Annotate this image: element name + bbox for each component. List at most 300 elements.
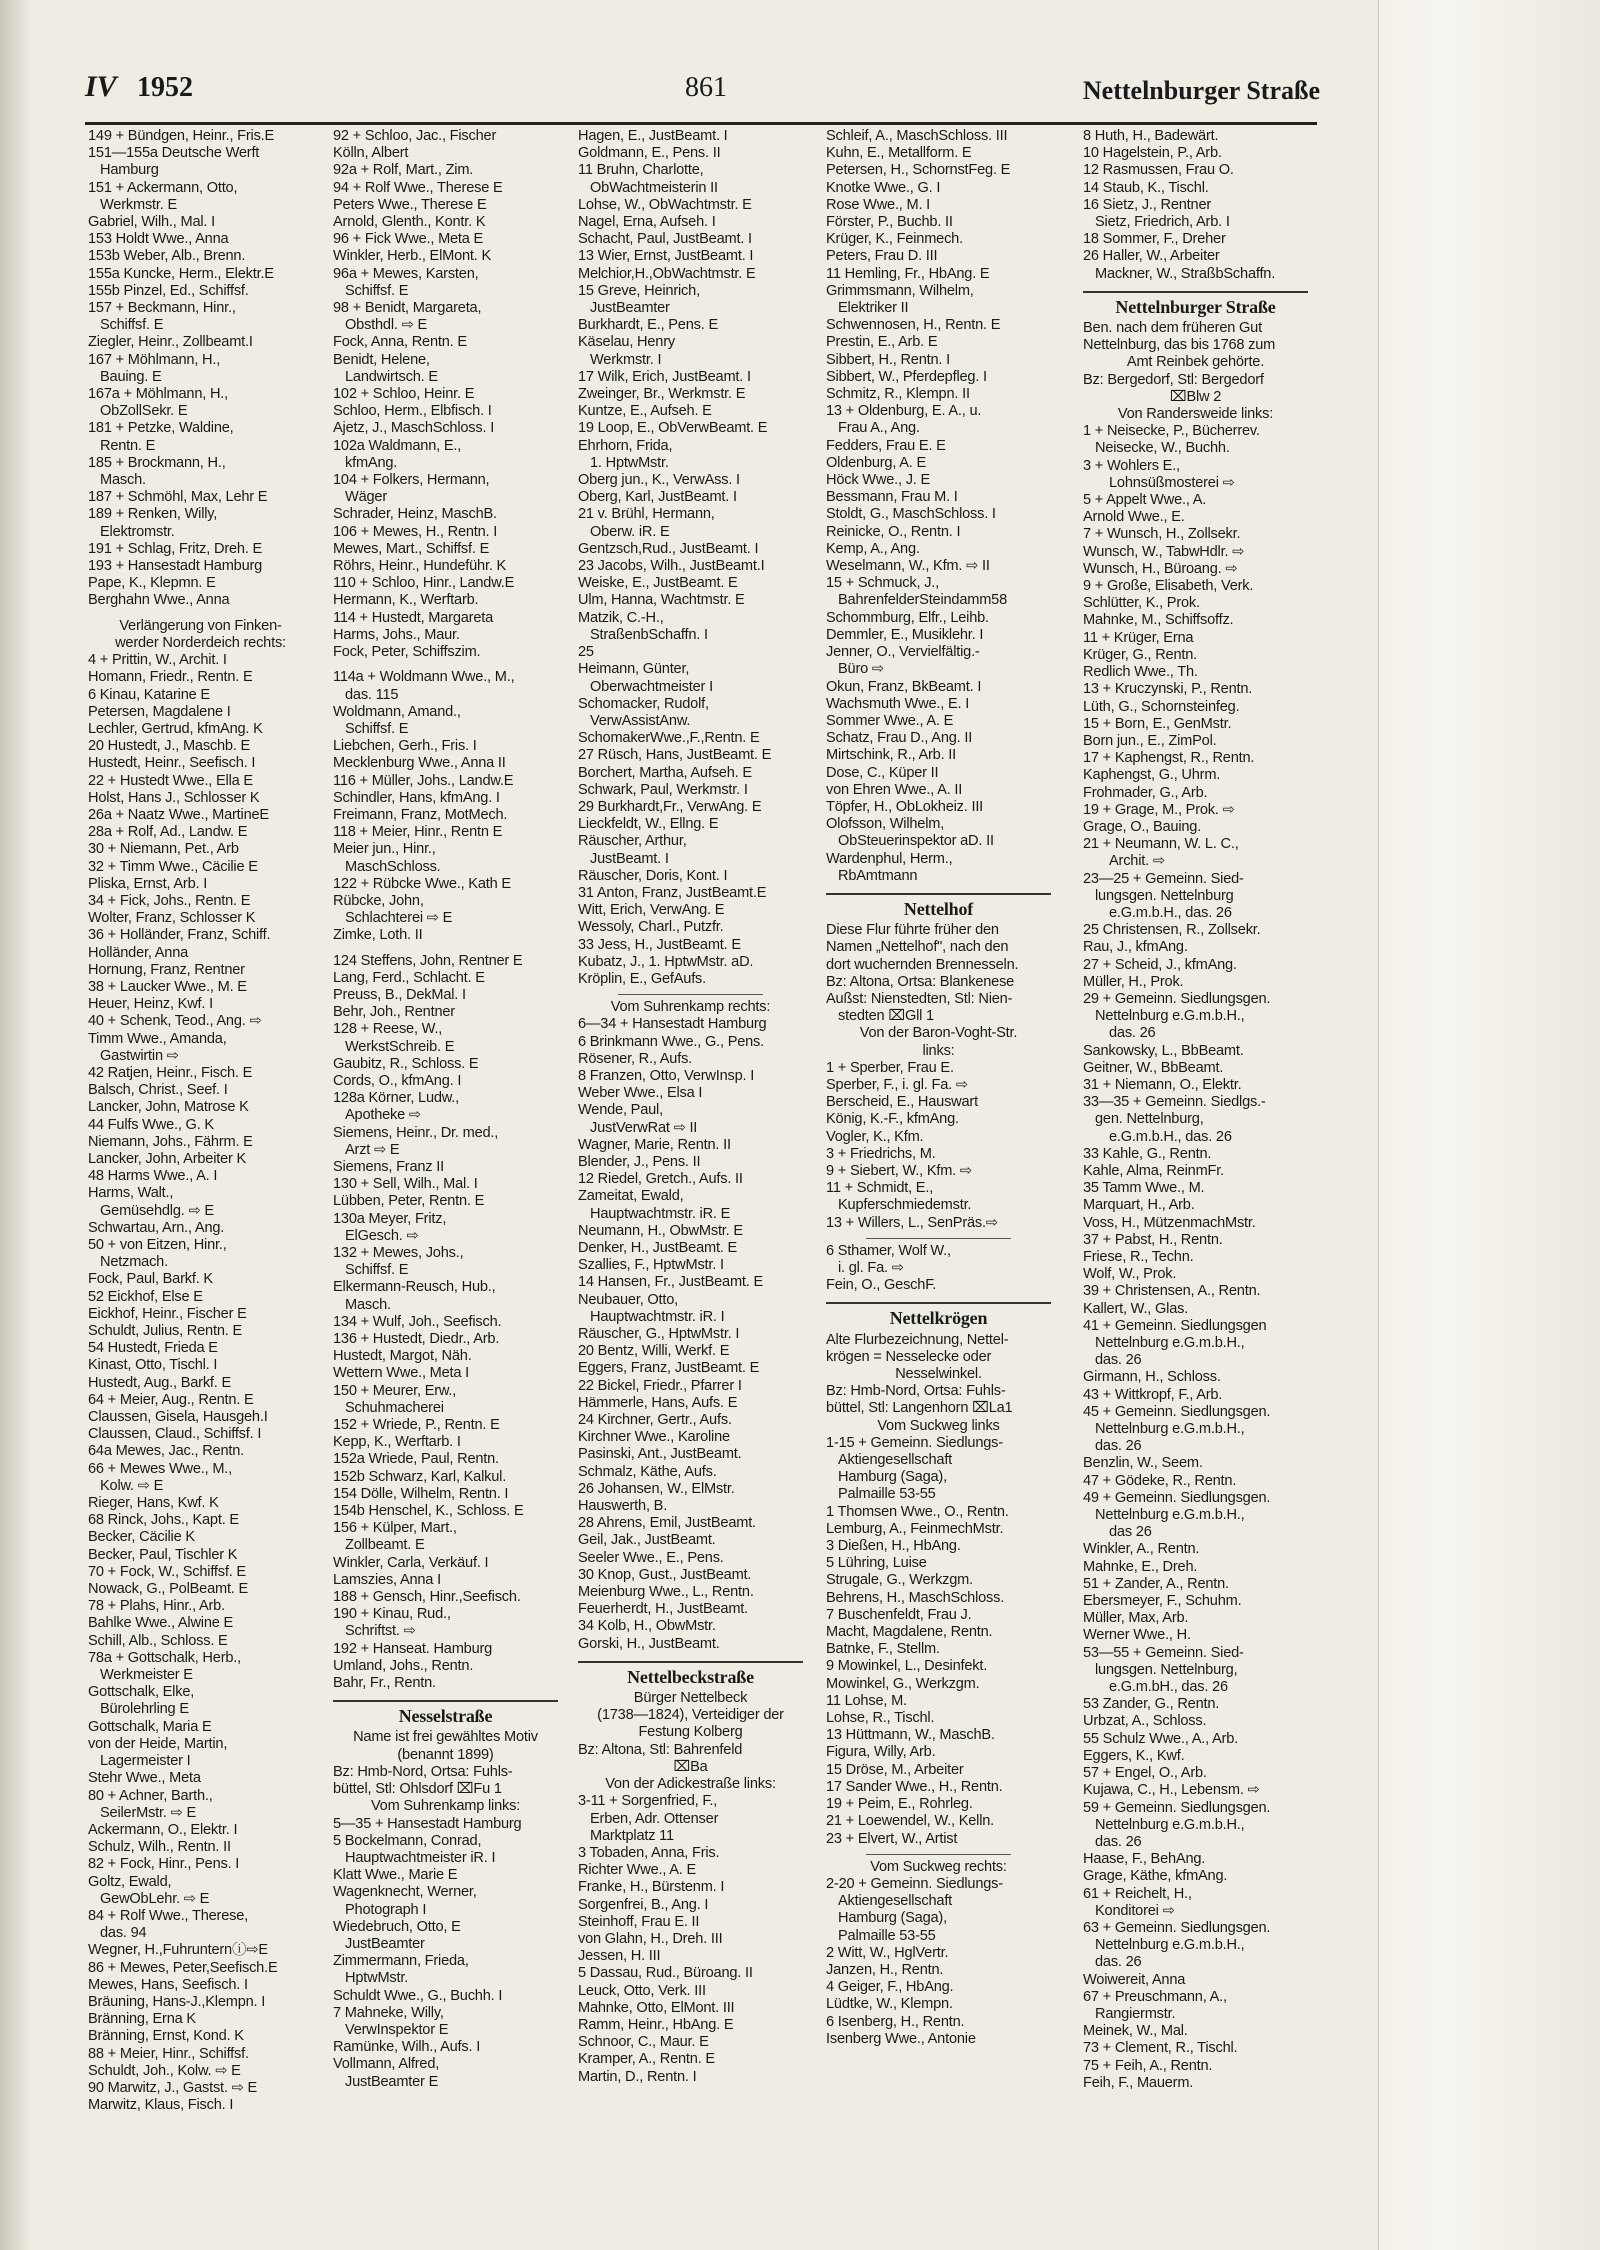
directory-entry: Ziegler, Heinr., Zollbeamt.I — [88, 334, 253, 351]
directory-entry: 156 + Külper, Mart., — [333, 1520, 457, 1537]
directory-entry: VerwAssistAnw. — [590, 712, 691, 729]
directory-entry: 188 + Gensch, Hinr.,Seefisch. — [333, 1589, 521, 1606]
directory-entry: 12 Rasmussen, Frau O. — [1083, 162, 1234, 179]
directory-entry: Meienburg Wwe., L., Rentn. — [578, 1584, 754, 1601]
section-divider — [866, 1238, 1011, 1239]
directory-entry: Schnoor, C., Maur. E — [578, 2034, 709, 2051]
directory-entry: 34 Kolb, H., ObwMstr. — [578, 1618, 716, 1635]
directory-entry: Elkermann-Reusch, Hub., — [333, 1279, 496, 1296]
directory-entry: Bauing. E — [100, 368, 162, 385]
directory-entry: ⌧Blw 2 — [1169, 388, 1222, 405]
directory-entry: Freimann, Franz, MotMech. — [333, 806, 508, 823]
directory-entry: Palmaille 53-55 — [838, 1927, 936, 1944]
directory-entry: Hermann, K., Werftarb. — [333, 592, 479, 609]
directory-entry: Berscheid, E., Hauswart — [826, 1094, 978, 1111]
directory-entry: Rangiermstr. — [1095, 2005, 1176, 2022]
directory-entry: 185 + Brockmann, H., — [88, 454, 226, 471]
directory-entry: Müller, Max, Arb. — [1083, 1610, 1189, 1627]
directory-entry: Petersen, Magdalene I — [88, 703, 231, 720]
directory-entry: Knotke Wwe., G. I — [826, 179, 941, 196]
directory-entry: 9 + Große, Elisabeth, Verk. — [1083, 578, 1254, 595]
directory-entry — [333, 945, 558, 953]
directory-entry: Benzlin, W., Seem. — [1083, 1455, 1203, 1472]
directory-entry: 66 + Mewes Wwe., M., — [88, 1460, 233, 1477]
directory-entry: 27 + Scheid, J., kfmAng. — [1083, 956, 1237, 973]
directory-entry: Kemp, A., Ang. — [826, 540, 920, 557]
directory-entry: Festung Kolberg — [638, 1724, 743, 1741]
directory-entry: Frohmader, G., Arb. — [1083, 784, 1208, 801]
directory-entry: Oldenburg, A. E — [826, 454, 927, 471]
directory-entry: Preuss, B., DekMal. I — [333, 986, 466, 1003]
directory-entry: Feih, F., Mauerm. — [1083, 2074, 1194, 2091]
directory-entry: 102 + Schloo, Heinr. E — [333, 386, 475, 403]
directory-entry: Diese Flur führte früher den — [826, 922, 999, 939]
directory-entry: Namen „Nettelhof", nach den — [826, 939, 1009, 956]
directory-entry: Mackner, W., StraßbSchaffn. — [1095, 265, 1276, 282]
directory-entry: Peters, Frau D. III — [826, 248, 938, 265]
directory-entry: Ben. nach dem früheren Gut — [1083, 320, 1262, 337]
directory-entry: Bürger Nettelbeck — [633, 1690, 748, 1707]
directory-entry: Vom Suhrenkamp rechts: — [610, 999, 771, 1016]
directory-entry: Lohnsüßmosterei ⇨ — [1109, 474, 1235, 491]
directory-entry: 44 Fulfs Wwe., G. K — [88, 1116, 214, 1133]
directory-entry: 1 Thomsen Wwe., O., Rentn. — [826, 1503, 1009, 1520]
directory-entry: Nesselwinkel. — [895, 1366, 982, 1383]
directory-entry: 75 + Feih, A., Rentn. — [1083, 2057, 1213, 2074]
directory-entry: ElGesch. ⇨ — [345, 1227, 419, 1244]
directory-entry: Goltz, Ewald, — [88, 1873, 172, 1890]
directory-entry: JustVerwRat ⇨ II — [590, 1119, 698, 1136]
directory-entry: Rose Wwe., M. I — [826, 196, 931, 213]
directory-entry: 38 + Laucker Wwe., M. E — [88, 978, 247, 995]
directory-entry: 86 + Mewes, Peter,Seefisch.E — [88, 1959, 278, 1976]
directory-entry: Arnold Wwe., E. — [1083, 509, 1185, 526]
directory-entry: Sietz, Friedrich, Arb. I — [1095, 214, 1230, 231]
directory-entry: Wunsch, H., Büroang. ⇨ — [1083, 560, 1238, 577]
directory-entry: 106 + Mewes, H., Rentn. I — [333, 523, 498, 540]
directory-entry: StraßenbSchaffn. I — [590, 626, 708, 643]
directory-entry: Schriftst. ⇨ — [345, 1623, 416, 1640]
directory-entry: 33—35 + Gemeinn. Siedlgs.- — [1083, 1094, 1266, 1111]
directory-entry: Bränning, Ernst, Kond. K — [88, 2028, 244, 2045]
directory-entry: Claussen, Claud., Schiffsf. I — [88, 1426, 262, 1443]
directory-entry: (benannt 1899) — [397, 1746, 494, 1763]
street-heading: Nettelhof — [826, 893, 1051, 918]
directory-entry: Hamburg — [100, 162, 159, 179]
directory-entry: 15 + Schmuck, J., — [826, 575, 939, 592]
directory-entry: 128a Körner, Ludw., — [333, 1090, 460, 1107]
directory-entry: Photograph I — [345, 1901, 427, 1918]
directory-entry: Niemann, Johs., Fährm. E — [88, 1133, 253, 1150]
directory-entry: Winkler, Carla, Verkäuf. I — [333, 1554, 489, 1571]
directory-entry: Mewes, Mart., Schiffsf. E — [333, 540, 490, 557]
directory-entry: 9 Mowinkel, L., Desinfekt. — [826, 1658, 988, 1675]
directory-entry: Pliska, Ernst, Arb. I — [88, 875, 208, 892]
directory-entry: 11 + Krüger, Erna — [1083, 629, 1194, 646]
directory-entry: Sibbert, H., Rentn. I — [826, 351, 950, 368]
directory-entry: 18 Sommer, F., Dreher — [1083, 231, 1226, 248]
directory-entry: Nagel, Erna, Aufseh. I — [578, 214, 716, 231]
directory-entry: Zameitat, Ewald, — [578, 1188, 684, 1205]
directory-entry: 151—155a Deutsche Werft — [88, 145, 260, 162]
directory-entry: 42 Ratjen, Heinr., Fisch. E — [88, 1064, 253, 1081]
directory-entry: JustBeamt. I — [590, 850, 669, 867]
directory-entry: 73 + Clement, R., Tischl. — [1083, 2040, 1238, 2057]
directory-entry: Räuscher, Arthur, — [578, 833, 687, 850]
directory-entry: Hamburg (Saga), — [838, 1469, 947, 1486]
directory-entry: Schrader, Heinz, MaschB. — [333, 506, 497, 523]
directory-entry: Mewes, Hans, Seefisch. I — [88, 1976, 248, 1993]
directory-entry: das. 26 — [1095, 1438, 1142, 1455]
directory-entry: Höck Wwe., J. E — [826, 472, 931, 489]
directory-entry: 150 + Meurer, Erw., — [333, 1382, 457, 1399]
directory-entry: 88 + Meier, Hinr., Schiffsf. — [88, 2045, 249, 2062]
directory-entry: Becker, Paul, Tischler K — [88, 1546, 238, 1563]
directory-entry: 3 Tobaden, Anna, Fris. — [578, 1844, 720, 1861]
directory-entry: Sommer Wwe., A. E — [826, 712, 954, 729]
directory-entry: 154b Henschel, K., Schloss. E — [333, 1503, 524, 1520]
directory-entry: Außst: Nienstedten, Stl: Nien- — [826, 990, 1013, 1007]
directory-entry: 98 + Benidt, Margareta, — [333, 300, 482, 317]
directory-entry: Wolter, Franz, Schlosser K — [88, 910, 256, 927]
directory-entry: Pape, K., Klepmn. E — [88, 575, 216, 592]
directory-entry: 21 + Neumann, W. L. C., — [1083, 836, 1239, 853]
directory-entry: 92 + Schloo, Jac., Fischer — [333, 128, 497, 144]
directory-entry: kfmAng. — [345, 454, 398, 471]
directory-entry: 50 + von Eitzen, Hinr., — [88, 1237, 227, 1253]
directory-entry: ObSteuerinspektor aD. II — [838, 833, 994, 850]
directory-entry: Stoldt, G., MaschSchloss. I — [826, 506, 996, 523]
directory-entry: Räuscher, G., HptwMstr. I — [578, 1326, 740, 1343]
directory-column-4 — [826, 128, 1051, 2048]
directory-entry: 189 + Renken, Willy, — [88, 506, 218, 523]
directory-entry: Denker, H., JustBeamt. E — [578, 1240, 738, 1256]
directory-entry: Peters Wwe., Therese E — [333, 196, 487, 213]
directory-entry: Schuhmacherei — [345, 1399, 444, 1416]
directory-entry: 28 Ahrens, Emil, JustBeamt. — [578, 1515, 756, 1532]
directory-entry: 23 Jacobs, Wilh., JustBeamt.I — [578, 558, 765, 575]
directory-entry: 78a + Gottschalk, Herb., — [88, 1649, 241, 1666]
directory-entry: Gorski, H., JustBeamt. — [578, 1635, 720, 1652]
directory-entry: Olofsson, Wilhelm, — [826, 816, 945, 833]
directory-entry: Arnold, Glenth., Kontr. K — [333, 214, 486, 231]
directory-entry: 152b Schwarz, Karl, Kalkul. — [333, 1468, 507, 1485]
directory-entry: Hämmerle, Hans, Aufs. E — [578, 1394, 738, 1411]
directory-entry: Strugale, G., Werkzgm. — [826, 1572, 973, 1589]
directory-entry: krögen = Nesselecke oder — [826, 1348, 992, 1365]
directory-entry: 37 + Pabst, H., Rentn. — [1083, 1231, 1223, 1248]
directory-entry: 54 Hustedt, Frieda E — [88, 1340, 218, 1357]
binding-shadow — [0, 0, 30, 2250]
directory-entry: Schleif, A., MaschSchloss. III — [826, 128, 1008, 144]
directory-entry: 4 + Prittin, W., Archit. I — [88, 652, 227, 669]
directory-entry: ObZollSekr. E — [100, 403, 188, 420]
directory-entry: WerkstSchreib. E — [345, 1038, 455, 1055]
directory-entry: Hustedt, Margot, Näh. — [333, 1348, 472, 1365]
directory-entry: Schuldt, Joh., Kolw. ⇨ E — [88, 2062, 241, 2079]
directory-entry: Werner Wwe., H. — [1083, 1627, 1191, 1644]
directory-entry: Matzik, C.-H., — [578, 609, 664, 626]
directory-entry: Oberwachtmeister I — [590, 678, 713, 695]
directory-entry: 102a Waldmann, E., — [333, 437, 462, 454]
directory-entry: Claussen, Gisela, Hausgeh.I — [88, 1409, 268, 1426]
directory-entry: 167 + Möhlmann, H., — [88, 351, 221, 368]
directory-entry: Woiwereit, Anna — [1083, 1971, 1186, 1988]
directory-entry: Marwitz, Klaus, Fisch. I — [88, 2097, 234, 2114]
directory-entry: 128 + Reese, W., — [333, 1021, 443, 1038]
directory-entry: Friese, R., Techn. — [1083, 1249, 1194, 1265]
directory-entry: Lamszies, Anna I — [333, 1571, 441, 1588]
directory-entry: Voss, H., MützenmachMstr. — [1083, 1214, 1256, 1231]
directory-entry: Lüdtke, W., Klempn. — [826, 1996, 953, 2013]
directory-entry: 8 Huth, H., Badewärt. — [1083, 128, 1219, 144]
directory-entry: 110 + Schloo, Hinr., Landw.E — [333, 575, 515, 592]
directory-entry: Schloo, Herm., Elbfisch. I — [333, 403, 492, 420]
directory-entry: das. 26 — [1095, 1954, 1142, 1971]
directory-entry: 29 Burkhardt,Fr., VerwAng. E — [578, 798, 762, 815]
directory-entry: Berghahn Wwe., Anna — [88, 592, 230, 609]
directory-entry: 193 + Hansestadt Hamburg — [88, 558, 263, 575]
directory-entry: Nettelnburg e.G.m.b.H., — [1095, 1008, 1245, 1025]
directory-entry: Szallies, F., HptwMstr. I — [578, 1257, 724, 1274]
directory-entry: Wolf, W., Prok. — [1083, 1266, 1177, 1283]
directory-entry: Reinicke, O., Rentn. I — [826, 523, 961, 540]
directory-entry: Wettern Wwe., Meta I — [333, 1365, 470, 1382]
directory-entry: Schiffsf. E — [345, 282, 409, 299]
directory-entry: Wardenphul, Herm., — [826, 850, 953, 867]
directory-entry: Sankowsky, L., BbBeamt. — [1083, 1042, 1244, 1059]
directory-entry: Lagermeister I — [100, 1753, 191, 1770]
directory-entry: 17 Wilk, Erich, JustBeamt. I — [578, 368, 751, 385]
directory-entry: werder Norderdeich rechts: — [115, 634, 286, 651]
directory-entry: Rübcke, John, — [333, 892, 424, 909]
directory-entry: Meinek, W., Mal. — [1083, 2023, 1188, 2040]
directory-entry: 187 + Schmöhl, Max, Lehr E — [88, 489, 268, 506]
directory-entry: 15 Greve, Heinrich, — [578, 282, 700, 299]
directory-column-2 — [333, 128, 558, 2091]
directory-entry: Demmler, E., Musiklehr. I — [826, 626, 984, 643]
directory-entry: 9 + Siebert, W., Kfm. ⇨ — [826, 1162, 972, 1179]
directory-entry: Krüger, K., Feinmech. — [826, 231, 963, 248]
directory-entry: Bürolehrling E — [100, 1701, 189, 1718]
directory-entry: 3 Dießen, H., HbAng. — [826, 1538, 961, 1555]
directory-entry: Wagner, Marie, Rentn. II — [578, 1136, 731, 1153]
directory-entry: 34 + Fick, Johs., Rentn. E — [88, 892, 251, 909]
directory-entry: Rösener, R., Aufs. — [578, 1050, 693, 1067]
directory-entry: 11 Hemling, Fr., HbAng. E — [826, 265, 990, 282]
directory-entry: ObWachtmeisterin II — [590, 179, 718, 196]
directory-entry: 25 — [578, 644, 594, 661]
directory-entry: das. 26 — [1095, 1833, 1142, 1850]
directory-entry: 57 + Engel, O., Arb. — [1083, 1765, 1207, 1782]
directory-entry: 6 Sthamer, Wolf W., — [826, 1242, 951, 1259]
directory-entry: 167a + Möhlmann, H., — [88, 386, 228, 403]
directory-entry: 92a + Rolf, Mart., Zim. — [333, 162, 474, 179]
directory-entry: 1 + Sperber, Frau E. — [826, 1059, 954, 1076]
directory-entry: JustBeamter — [590, 300, 670, 317]
directory-entry: Goldmann, E., Pens. II — [578, 145, 721, 162]
directory-entry: Ajetz, J., MaschSchloss. I — [333, 420, 495, 437]
directory-entry: 26 Johansen, W., ElMstr. — [578, 1480, 735, 1497]
directory-entry: Käselau, Henry — [578, 334, 675, 351]
directory-entry: Mecklenburg Wwe., Anna II — [333, 755, 506, 772]
directory-entry: Schindler, Hans, kfmAng. I — [333, 789, 500, 806]
directory-entry: Kubatz, J., 1. HptwMstr. aD. — [578, 953, 754, 970]
directory-entry: gen. Nettelnburg, — [1095, 1111, 1204, 1128]
directory-entry: 31 + Niemann, O., Elektr. — [1083, 1076, 1242, 1093]
directory-entry: Weselmann, W., Kfm. ⇨ II — [826, 558, 990, 575]
directory-entry: Mowinkel, G., Werkzgm. — [826, 1675, 980, 1692]
page-number: 861 — [685, 72, 727, 103]
directory-entry: 191 + Schlag, Fritz, Dreh. E — [88, 540, 263, 557]
directory-entry: Krüger, G., Rentn. — [1083, 646, 1198, 663]
directory-entry: Hagen, E., JustBeamt. I — [578, 128, 728, 144]
directory-entry: Sperber, F., i. gl. Fa. ⇨ — [826, 1076, 968, 1093]
directory-entry: Fock, Peter, Schiffszim. — [333, 644, 481, 661]
directory-entry: 51 + Zander, A., Rentn. — [1083, 1575, 1229, 1592]
directory-entry: Petersen, H., SchornstFeg. E — [826, 162, 1011, 179]
directory-entry: Benidt, Helene, — [333, 351, 430, 368]
directory-entry: 64 + Meier, Aug., Rentn. E — [88, 1391, 254, 1408]
directory-entry: Töpfer, H., ObLokheiz. III — [826, 798, 984, 815]
directory-entry: 23—25 + Gemeinn. Sied- — [1083, 870, 1244, 887]
directory-entry: e.G.m.bH., das. 26 — [1109, 1679, 1228, 1696]
directory-entry: Schatz, Frau D., Ang. II — [826, 730, 973, 747]
directory-entry: Archit. ⇨ — [1109, 853, 1165, 870]
directory-entry: 59 + Gemeinn. Siedlungsgen. — [1083, 1799, 1271, 1816]
street-heading: Nesselstraße — [333, 1700, 558, 1725]
directory-entry: Gabriel, Wilh., Mal. I — [88, 214, 215, 231]
directory-entry: Rentn. E — [100, 437, 156, 454]
directory-entry: Erben, Adr. Ottenser — [590, 1810, 719, 1827]
directory-entry: Mirtschink, R., Arb. II — [826, 747, 957, 764]
directory-entry: Kupferschmiedemstr. — [838, 1197, 972, 1214]
directory-entry: 19 + Peim, E., Rohrleg. — [826, 1796, 973, 1813]
directory-entry: 5 Dassau, Rud., Büroang. II — [578, 1965, 753, 1982]
directory-entry: Kahle, Alma, ReinmFr. — [1083, 1162, 1224, 1179]
directory-entry: Lübben, Peter, Rentn. E — [333, 1193, 485, 1210]
directory-entry: Eickhof, Heinr., Fischer E — [88, 1305, 247, 1322]
directory-entry: Redlich Wwe., Th. — [1083, 664, 1198, 681]
directory-entry: dort wuchernden Brennesseln. — [826, 956, 1019, 973]
directory-entry: Weiske, E., JustBeamt. E — [578, 575, 738, 592]
directory-entry: Kaphengst, G., Uhrm. — [1083, 767, 1221, 784]
directory-entry: Klatt Wwe., Marie E — [333, 1867, 458, 1884]
directory-entry: Von der Adickestraße links: — [605, 1776, 776, 1793]
directory-entry: Kramper, A., Rentn. E — [578, 2051, 715, 2068]
directory-entry: 90 Marwitz, J., Gastst. ⇨ E — [88, 2079, 258, 2096]
directory-entry: Landwirtsch. E — [345, 368, 438, 385]
directory-entry: Amt Reinbek gehörte. — [1126, 354, 1265, 371]
directory-entry: RbAmtmann — [838, 867, 918, 884]
directory-entry: 190 + Kinau, Rud., — [333, 1606, 451, 1623]
directory-entry: Bz: Altona, Stl: Bahrenfeld — [578, 1741, 743, 1758]
directory-entry: 36 + Holländer, Franz, Schiff. — [88, 927, 271, 944]
directory-entry: Kolw. ⇨ E — [100, 1477, 164, 1494]
directory-entry: Wiedebruch, Otto, E — [333, 1918, 461, 1935]
directory-entry: 32 + Timm Wwe., Cäcilie E — [88, 858, 258, 875]
directory-entry: Arzt ⇨ E — [345, 1141, 400, 1158]
directory-entry: Richter Wwe., A. E — [578, 1862, 697, 1879]
directory-entry: Behr, Joh., Rentner — [333, 1004, 455, 1021]
directory-entry: 7 Buschenfeldt, Frau J. — [826, 1606, 972, 1623]
directory-entry: Bahr, Fr., Rentn. — [333, 1675, 436, 1692]
directory-entry: Vom Suhrenkamp links: — [370, 1798, 521, 1815]
directory-entry: MaschSchloss. — [345, 858, 441, 875]
directory-entry: 151 + Ackermann, Otto, — [88, 179, 238, 196]
directory-entry: Wende, Paul, — [578, 1102, 663, 1119]
directory-entry — [88, 610, 313, 618]
directory-entry: Ulm, Hanna, Wachtmstr. E — [578, 592, 745, 609]
directory-entry: Eggers, K., Kwf. — [1083, 1747, 1185, 1764]
directory-entry: 80 + Achner, Barth., — [88, 1787, 213, 1804]
directory-entry: Janzen, H., Rentn. — [826, 1961, 944, 1978]
directory-entry: Neisecke, W., Buchh. — [1095, 440, 1230, 457]
directory-entry: Bz: Hmb-Nord, Ortsa: Fuhls- — [826, 1383, 1006, 1400]
directory-entry: Rieger, Hans, Kwf. K — [88, 1495, 219, 1512]
directory-entry: VerwInspektor E — [345, 2021, 449, 2038]
directory-entry: BahrenfelderSteindamm58 — [838, 592, 1008, 609]
directory-entry: 16 Sietz, J., Rentner — [1083, 196, 1212, 213]
directory-entry: 49 + Gemeinn. Siedlungsgen. — [1083, 1489, 1271, 1506]
directory-entry: Elektriker II — [838, 300, 909, 317]
directory-entry: links: — [922, 1042, 955, 1059]
directory-entry: Balsch, Christ., Seef. I — [88, 1082, 228, 1099]
directory-entry: Schmitz, R., Klempn. II — [826, 386, 970, 403]
directory-entry: SchomakerWwe.,F.,Rentn. E — [578, 730, 760, 747]
directory-entry: HptwMstr. — [345, 1970, 409, 1987]
directory-entry: 17 + Kaphengst, R., Rentn. — [1083, 750, 1255, 767]
directory-entry: Nettelnburg e.G.m.b.H., — [1095, 1816, 1245, 1833]
directory-entry: Gottschalk, Maria E — [88, 1718, 212, 1735]
directory-entry: Eggers, Franz, JustBeamt. E — [578, 1360, 760, 1377]
directory-entry: 3 + Wohlers E., — [1083, 457, 1180, 474]
directory-entry: 30 + Niemann, Pet., Arb — [88, 841, 239, 858]
directory-entry: Kröplin, E., GefAufs. — [578, 970, 707, 987]
directory-entry: 29 + Gemeinn. Siedlungsgen. — [1083, 990, 1271, 1007]
directory-entry: Fock, Anna, Rentn. E — [333, 334, 467, 351]
directory-entry: Schwennosen, H., Rentn. E — [826, 317, 1001, 334]
directory-entry: Girmann, H., Schloss. — [1083, 1369, 1221, 1386]
directory-entry: Bz: Hmb-Nord, Ortsa: Fuhls- — [333, 1763, 513, 1780]
street-heading: Nettelkrögen — [826, 1302, 1051, 1327]
directory-entry: 13 Wier, Ernst, JustBeamt. I — [578, 248, 754, 265]
directory-entry: Meier jun., Hinr., — [333, 841, 436, 858]
directory-entry: 64a Mewes, Jac., Rentn. — [88, 1443, 245, 1460]
directory-entry: Wunsch, W., TabwHdlr. ⇨ — [1083, 543, 1245, 560]
directory-entry: Burkhardt, E., Pens. E — [578, 317, 718, 334]
directory-entry: König, K.-F., kfmAng. — [826, 1111, 959, 1128]
directory-entry: 96 + Fick Wwe., Meta E — [333, 231, 484, 248]
directory-entry: Mahnke, E., Dreh. — [1083, 1558, 1198, 1575]
directory-entry: 26 Haller, W., Arbeiter — [1083, 248, 1220, 265]
directory-entry: Schmalz, Käthe, Aufs. — [578, 1463, 717, 1480]
directory-entry: Nowack, G., PolBeamt. E — [88, 1581, 249, 1598]
directory-entry: Oberg jun., K., VerwAss. I — [578, 472, 740, 489]
directory-entry: 6 Brinkmann Wwe., G., Pens. — [578, 1033, 765, 1050]
directory-entry: Homann, Friedr., Rentn. E — [88, 669, 253, 686]
directory-entry: das. 94 — [100, 1925, 147, 1942]
directory-entry: Schlachterei ⇨ E — [345, 910, 453, 927]
directory-entry: Aktiengesellschaft — [838, 1452, 953, 1469]
directory-entry: Winkler, A., Rentn. — [1083, 1541, 1200, 1558]
directory-entry: Hamburg (Saga), — [838, 1910, 947, 1927]
directory-entry: Netzmach. — [100, 1254, 168, 1271]
directory-entry: 26a + Naatz Wwe., MartineE — [88, 806, 269, 823]
directory-entry: 22 + Hustedt Wwe., Ella E — [88, 772, 253, 789]
directory-entry: Fein, O., GeschF. — [826, 1277, 937, 1294]
directory-entry: Ebersmeyer, F., Schuhm. — [1083, 1593, 1242, 1610]
